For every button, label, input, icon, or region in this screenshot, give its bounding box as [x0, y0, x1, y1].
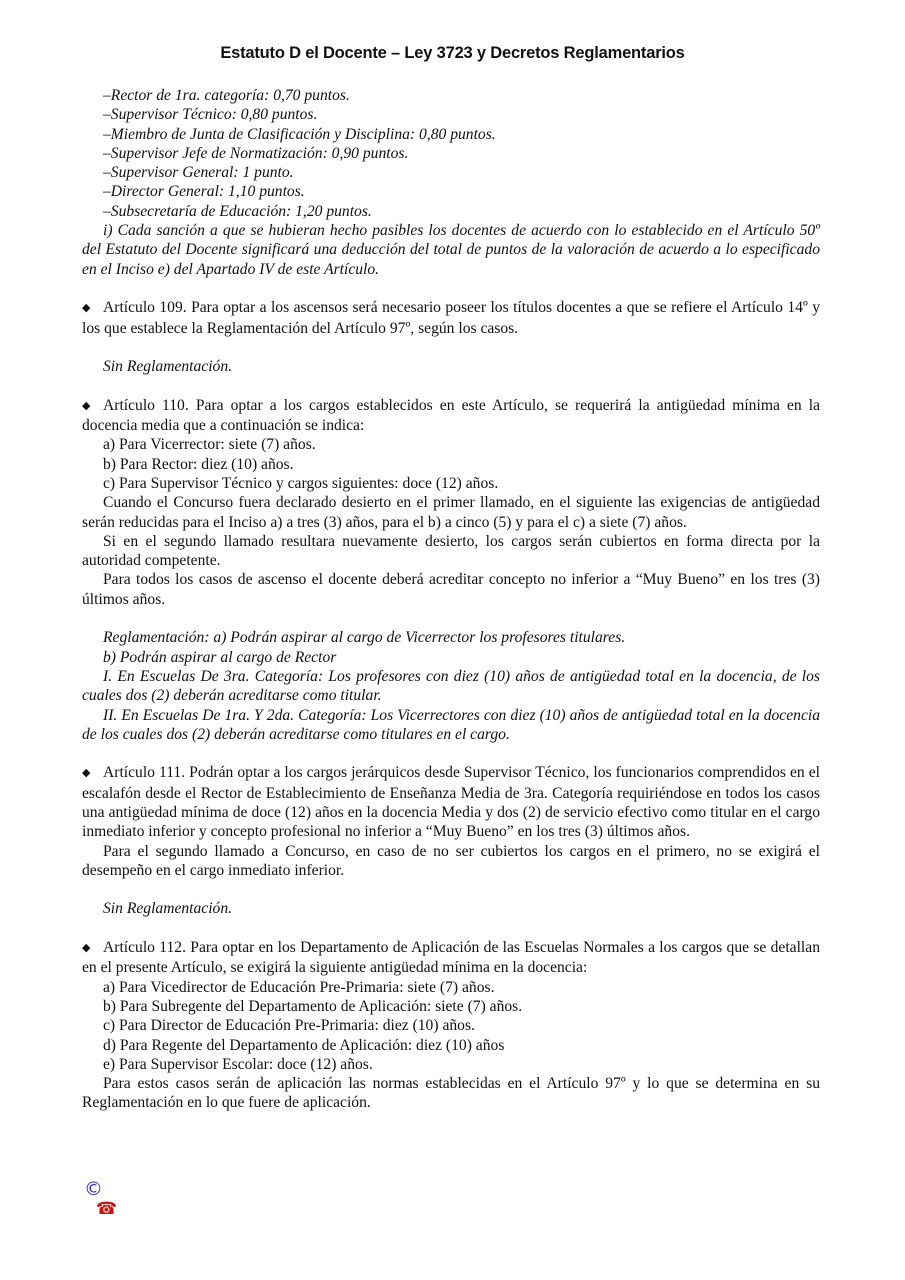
article-110-text: Artículo 110. Para optar a los cargos establecidos en este Artículo, se requerirá la antigüedad mínima en la docencia media que a continuación se indica:: [82, 396, 820, 435]
list-item: c) Para Supervisor Técnico y cargos siguientes: doce (12) años.: [103, 474, 499, 492]
article-109: [82, 298, 820, 338]
diamond-bullet-icon: ◆: [82, 399, 91, 412]
paragraph: Cuando el Concurso fuera declarado desierto en el primer llamado, en el siguiente las exigencias de antigüedad serán reducidas para el Inciso a) a tres (3) años, para el b) a cinco (5) y para el c) a siete (7) años.: [82, 494, 820, 531]
article-112: [82, 938, 820, 978]
reglamentacion-110-item: b) Podrán aspirar al cargo de Rector: [103, 648, 337, 666]
article-109-text: Artículo 109. Para optar a los ascensos será necesario poseer los títulos docentes a que se refiere el Artículo 14º y los que establece la Reglamentación del Artículo 97º, según los casos.: [82, 299, 820, 337]
list-item: a) Para Vicerrector: siete (7) años.: [103, 436, 316, 454]
article-110: [82, 396, 820, 436]
list-item: –Rector de 1ra. categoría: 0,70 puntos.: [103, 87, 350, 104]
list-item: b) Para Subregente del Departamento de Aplicación: siete (7) años.: [103, 997, 523, 1015]
reglamentacion-110-item: II. En Escuelas De 1ra. Y 2da. Categoría: Los Vicerrectores con diez (10) años de antigüedad total en la docencia de los cuales dos (2) deberán acreditarse como titulares en el cargo.: [82, 706, 820, 743]
article-111-text: Artículo 111. Podrán optar a los cargos jerárquicos desde Supervisor Técnico, los funcionarios comprendidos en el escalafón desde el Rector de Establecimiento de Enseñanza Media de 3ra. Categoría requiriéndose en todos los casos una antigüedad mínima de doce (12) años en la docencia Media y dos (2) de servicio efectivo como titular en el cargo inmediato inferior y concepto profesional no inferior a “Muy Bueno” en los tres (3) últimos años.: [82, 764, 820, 841]
reglamentacion-110: Reglamentación: a) Podrán aspirar al cargo de Vicerrector los profesores titulares.: [103, 629, 626, 647]
paragraph: Para todos los casos de ascenso el docente deberá acreditar concepto no inferior a “Muy Bueno” en los tres (3) últimos años.: [82, 571, 820, 608]
list-item: –Subsecretaría de Educación: 1,20 puntos.: [103, 202, 372, 220]
list-item: –Supervisor Técnico: 0,80 puntos.: [103, 106, 318, 124]
page-header-title: Estatuto D el Docente – Ley 3723 y Decretos Reglamentarios: [220, 44, 685, 62]
paragraph: Si en el segundo llamado resultara nuevamente desierto, los cargos serán cubiertos en forma directa por la autoridad competente.: [82, 532, 820, 570]
list-item: –Supervisor Jefe de Normatización: 0,90 puntos.: [103, 144, 409, 162]
phone-icon: ☎: [96, 1199, 118, 1220]
diamond-bullet-icon: ◆: [82, 942, 91, 955]
sin-reglamentacion-111: Sin Reglamentación.: [103, 900, 233, 918]
list-item: –Miembro de Junta de Clasificación y Disciplina: 0,80 puntos.: [103, 125, 496, 143]
article-112-text: Artículo 112. Para optar en los Departamento de Aplicación de las Escuelas Normales a los cargos que se detallan en el presente Artículo, se exigirá la siguiente antigüedad mínima en la docencia:: [82, 939, 820, 977]
list-item: c) Para Director de Educación Pre-Primaria: diez (10) años.: [103, 1017, 475, 1035]
diamond-bullet-icon: ◆: [82, 302, 91, 315]
document-body: [82, 86, 820, 1113]
paragraph: Para estos casos serán de aplicación las normas establecidas en el Artículo 97º y lo que se determina en su Reglamentación en lo que fuere de aplicación.: [82, 1075, 820, 1112]
sin-reglamentacion-109: Sin Reglamentación.: [103, 358, 233, 376]
article-111: [82, 763, 820, 841]
paragraph: Para el segundo llamado a Concurso, en caso de no ser cubiertos los cargos en el primero, no se exigirá el desempeño en el cargo inmediato inferior.: [82, 842, 820, 879]
reglamentacion-110-item: I. En Escuelas De 3ra. Categoría: Los profesores con diez (10) años de antigüedad total en la docencia, de los cuales dos (2) deberán acreditarse como titular.: [82, 667, 820, 705]
list-item: a) Para Vicedirector de Educación Pre-Primaria: siete (7) años.: [103, 978, 495, 996]
list-item: e) Para Supervisor Escolar: doce (12) años.: [103, 1055, 373, 1073]
list-item: d) Para Regente del Departamento de Aplicación: diez (10) años: [103, 1036, 505, 1054]
list-item: b) Para Rector: diez (10) años.: [103, 455, 294, 473]
paragraph-sanciones: i) Cada sanción a que se hubieran hecho pasibles los docentes de acuerdo con lo establecido en el Artículo 50º del Estatuto del Docente significará una deducción del total de puntos de la valoración de acuerdo a lo especificado en el Inciso e) del Apartado IV de este Artículo.: [82, 222, 820, 278]
list-item: –Supervisor General: 1 punto.: [103, 164, 294, 182]
copyright-icon: ©: [84, 1178, 103, 1200]
page-footer: [84, 1180, 117, 1220]
diamond-bullet-icon: ◆: [82, 767, 91, 780]
list-item: –Director General: 1,10 puntos.: [103, 183, 305, 201]
